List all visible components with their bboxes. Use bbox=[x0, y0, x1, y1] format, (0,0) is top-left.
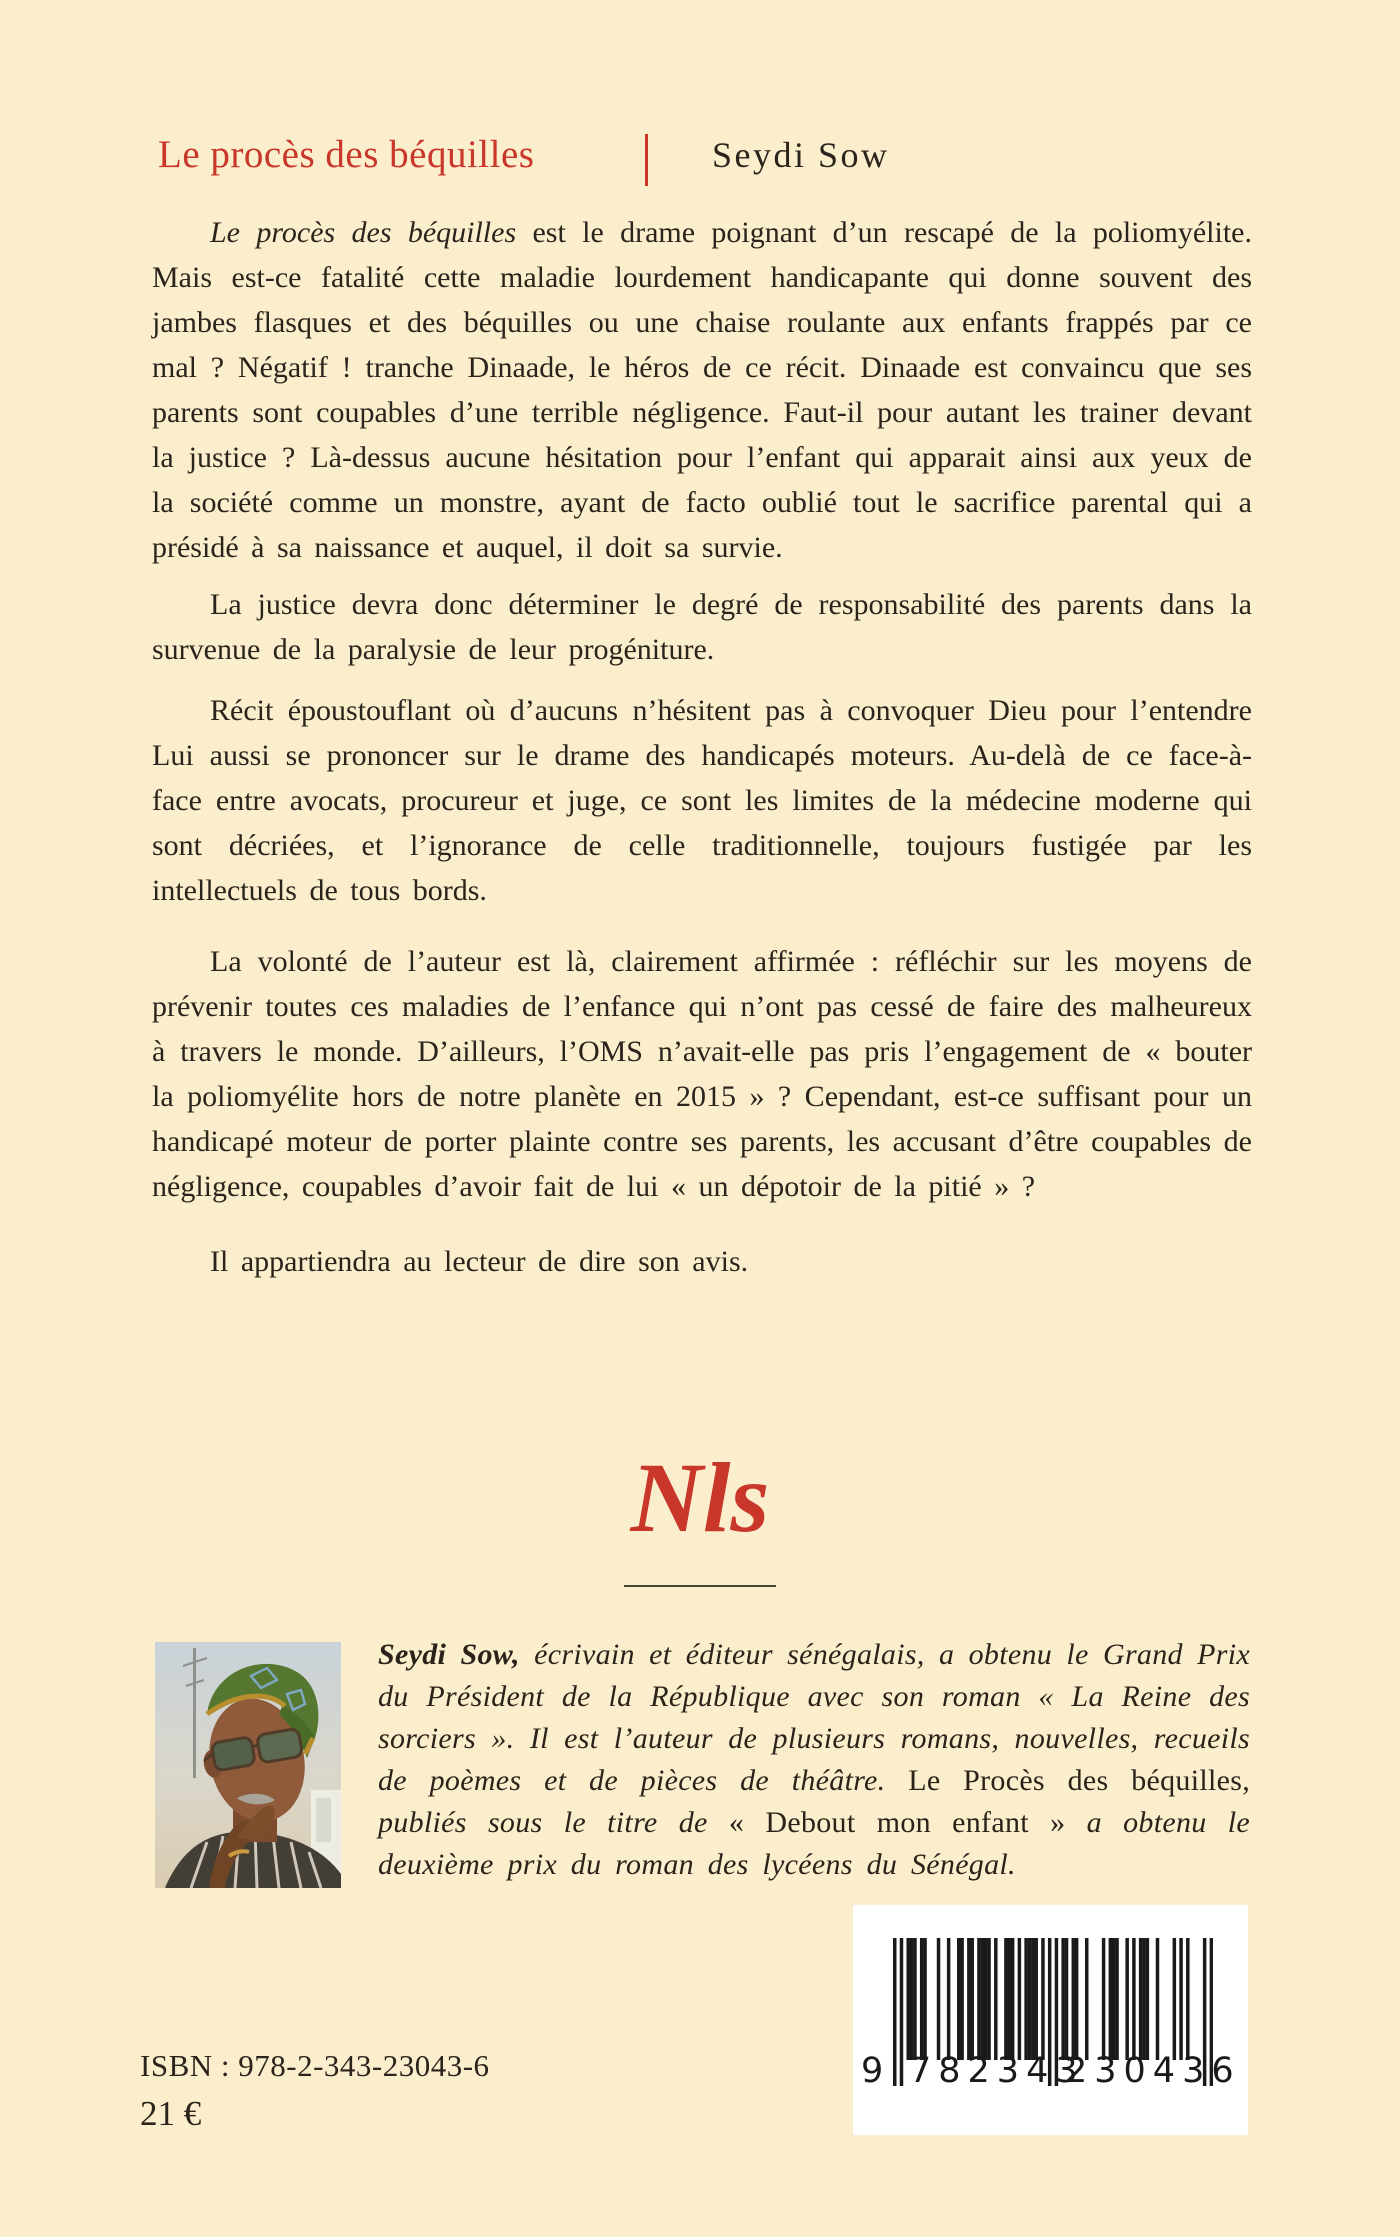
barcode-group-1: 782343 bbox=[909, 2051, 1085, 2091]
bio-alt-title: « Debout mon enfant » bbox=[728, 1806, 1066, 1839]
barcode-left-digit: 9 bbox=[861, 2051, 884, 2091]
synopsis-lead-italic: Le procès des béquilles bbox=[210, 216, 517, 249]
author-bio bbox=[378, 1634, 1250, 1886]
publisher-logo bbox=[0, 1442, 1400, 1553]
author-photo bbox=[155, 1642, 341, 1888]
bio-author-name: Seydi Sow, bbox=[378, 1638, 520, 1671]
barcode-digits bbox=[853, 2051, 1248, 2095]
synopsis-paragraph-5: Il appartiendra au lecteur de dire son avis. bbox=[210, 1245, 749, 1278]
price-text: 21 € bbox=[140, 2094, 202, 2133]
bio-segment-2: écrivain et éditeur sénégalais, a obtenu le Grand Prix du Président de la République avec son roman « La Reine des sorciers ». Il est l’auteur de plusieurs romans, nouvelles, recueils de poèmes et de pièces de théâtre. bbox=[378, 1638, 1251, 1797]
title-divider bbox=[645, 134, 648, 186]
barcode bbox=[853, 1905, 1248, 2135]
synopsis-paragraph-3: Récit époustouflant où d’aucuns n’hésitent pas à convoquer Dieu pour l’entendre Lui aussi se prononcer sur le drame des handicapés moteurs. Au-delà de ce face-à-face entre avocats, procureur et juge, ce sont les limites de la médecine moderne qui sont décriées, et l’ignorance de celle traditionnelle, toujours fustigée par les intellectuels de tous bords. bbox=[152, 694, 1252, 907]
synopsis-paragraph-1-text: est le drame poignant d’un rescapé de la poliomyélite. Mais est-ce fatalité cette maladie lourdement handicapante qui donne souvent des jambes flasques et des béquilles ou une chaise roulante aux enfants frappés par ce mal ? Négatif ! tranche Dinaade, le héros de ce récit. Dinaade est convaincu que ses parents sont coupables d’une terrible négligence. Faut-il pour autant les trainer devant la justice ? Là-dessus aucune hésitation pour l’enfant qui apparait ainsi aux yeux de la société comme un monstre, ayant de facto oublié tout le sacrifice parental qui a présidé à sa naissance et auquel, il doit sa survie. bbox=[152, 216, 1252, 564]
synopsis-paragraph-2: La justice devra donc déterminer le degré de responsabilité des parents dans la survenue de la paralysie de leur progéniture. bbox=[152, 588, 1252, 666]
synopsis-paragraph-4: La volonté de l’auteur est là, clairement affirmée : réfléchir sur les moyens de prévenir toutes ces maladies de l’enfance qui n’ont pas cessé de faire des malheureux à travers le monde. D’ailleurs, l’OMS n’avait-elle pas pris l’engagement de « bouter la poliomyélite hors de notre planète en 2015 » ? Cependant, est-ce suffisant pour un handicapé moteur de porter plainte contre ses parents, les accusant d’être coupables de négligence, coupables d’avoir fait de lui « un dépotoir de la pitié » ? bbox=[152, 945, 1252, 1203]
publisher-logo-underline bbox=[624, 1585, 776, 1587]
barcode-group-2: 230436 bbox=[1065, 2051, 1241, 2091]
author-name: Seydi Sow bbox=[712, 135, 890, 175]
publisher-logo-text: Nls bbox=[630, 1442, 770, 1553]
synopsis-paragraph-1 bbox=[152, 210, 1252, 570]
book-title: Le procès des béquilles bbox=[158, 133, 535, 176]
synopsis bbox=[152, 210, 1252, 1284]
bio-segment-4: publiés sous le titre de bbox=[378, 1806, 729, 1839]
isbn-text: ISBN : 978-2-343-23043-6 bbox=[140, 2048, 490, 2083]
bio-segment-6: a obtenu le deuxième prix du roman des lycéens du Sénégal. bbox=[378, 1806, 1250, 1881]
bio-book-title: Le Procès des béquilles, bbox=[908, 1764, 1251, 1797]
